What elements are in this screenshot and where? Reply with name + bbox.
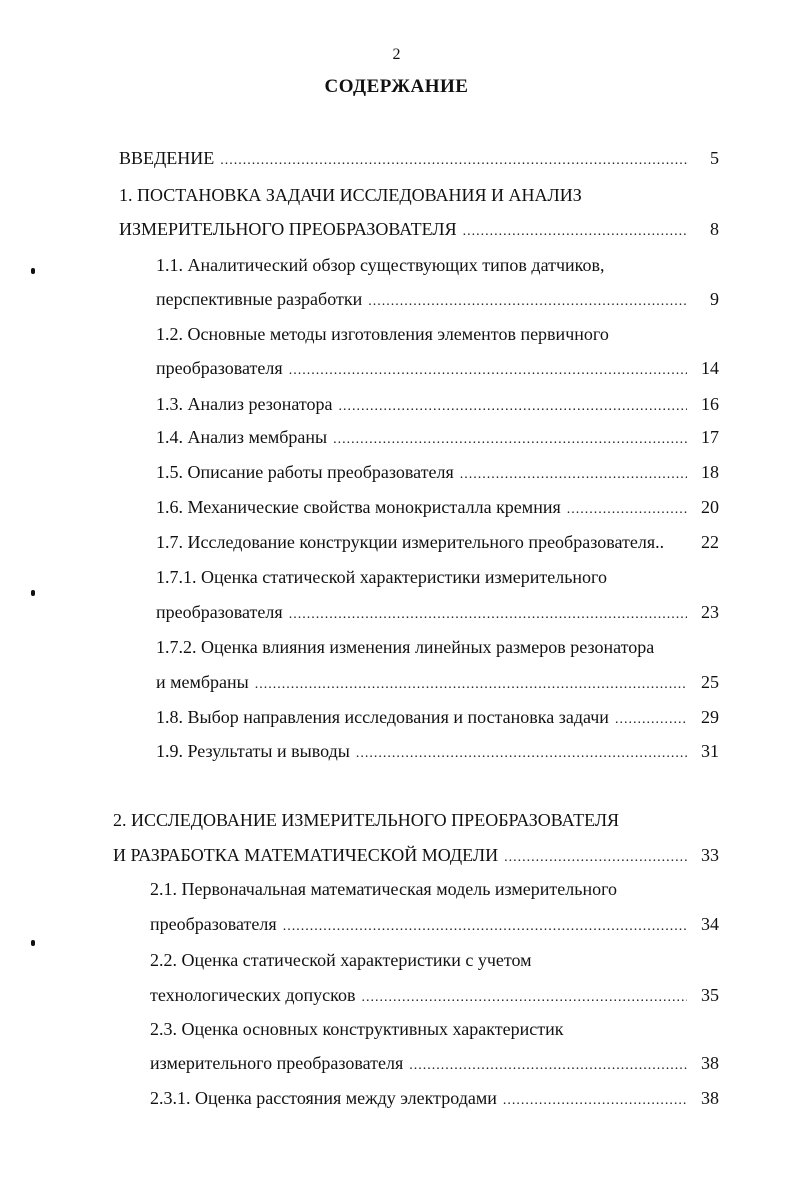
toc-entry-1-6 (156, 495, 719, 519)
toc-entry-title: 1.7. Исследование конструкции измерительного преобразователя.. (156, 532, 665, 552)
toc-entry-2-2 (150, 983, 719, 1007)
toc-entry-page: 38 (701, 1088, 719, 1108)
toc-entry-title: ВВЕДЕНИЕ (119, 148, 215, 168)
scan-mark (31, 940, 35, 946)
toc-entry-page: 31 (701, 741, 719, 761)
toc-entry-title: преобразователя (156, 358, 283, 378)
toc-entry-page: 8 (710, 219, 719, 239)
toc-entry-page: 16 (701, 394, 719, 414)
toc-entry-page: 33 (701, 845, 719, 865)
toc-entry-page: 9 (710, 289, 719, 309)
toc-entry-title: перспективные разработки (156, 289, 363, 309)
toc-entry-title: технологических допусков (150, 985, 356, 1005)
toc-entry-title: преобразователя (150, 914, 277, 934)
toc-entry-title: измерительного преобразователя (150, 1053, 404, 1073)
toc-entry-2-3-1 (150, 1086, 719, 1110)
scan-mark (31, 268, 35, 274)
toc-entry-introduction (119, 146, 719, 170)
toc-entry-title: 1.5. Описание работы преобразователя (156, 462, 454, 482)
scan-mark (31, 590, 35, 596)
toc-entry-2-3 (150, 1051, 719, 1075)
toc-entry-page: 5 (710, 148, 719, 168)
toc-entry-2-3-line1: 2.3. Оценка основных конструктивных характеристик (150, 1019, 564, 1039)
toc-entry-title: 1.4. Анализ мембраны (156, 427, 328, 447)
toc-entry-page: 38 (701, 1053, 719, 1073)
toc-entry-chapter-2 (113, 843, 719, 867)
toc-entry-chapter-2-line1: 2. ИССЛЕДОВАНИЕ ИЗМЕРИТЕЛЬНОГО ПРЕОБРАЗОВАТЕЛЯ (113, 810, 620, 830)
toc-entry-page: 18 (701, 462, 719, 482)
toc-entry-1-7-2-line1: 1.7.2. Оценка влияния изменения линейных размеров резонатора (156, 637, 655, 657)
toc-entry-1-7-1-line1: 1.7.1. Оценка статической характеристики измерительного (156, 567, 607, 587)
toc-entry-1-9 (156, 739, 719, 763)
toc-entry-title: преобразователя (156, 602, 283, 622)
toc-entry-page: 17 (701, 427, 719, 447)
toc-entry-1-4 (156, 425, 719, 449)
toc-entry-title: и мембраны (156, 672, 249, 692)
toc-entry-title: 1.9. Результаты и выводы (156, 741, 350, 761)
page-title: СОДЕРЖАНИЕ (324, 76, 469, 97)
toc-entry-1-3 (156, 392, 719, 416)
toc-entry-1-7 (156, 530, 719, 554)
toc-entry-page: 14 (701, 358, 719, 378)
toc-entry-page: 23 (701, 602, 719, 622)
toc-entry-2-2-line1: 2.2. Оценка статической характеристики с учетом (150, 950, 532, 970)
toc-entry-page: 25 (701, 672, 719, 692)
toc-entry-title: 1.8. Выбор направления исследования и постановка задачи (156, 707, 609, 727)
toc-entry-1-7-1 (156, 600, 719, 624)
toc-entry-1-2 (156, 356, 719, 380)
toc-entry-page: 22 (701, 532, 719, 552)
toc-entry-1-8 (156, 705, 719, 729)
toc-entry-title: И РАЗРАБОТКА МАТЕМАТИЧЕСКОЙ МОДЕЛИ (113, 845, 499, 865)
page-number: 2 (392, 46, 401, 63)
toc-entry-title: 1.3. Анализ резонатора (156, 394, 333, 414)
toc-entry-chapter-1 (119, 217, 719, 241)
toc-entry-1-1-line1: 1.1. Аналитический обзор существующих типов датчиков, (156, 255, 605, 275)
toc-entry-1-7-2 (156, 670, 719, 694)
toc-entry-page: 35 (701, 985, 719, 1005)
toc-entry-chapter-1-line1: 1. ПОСТАНОВКА ЗАДАЧИ ИССЛЕДОВАНИЯ И АНАЛИЗ (119, 185, 582, 205)
toc-entry-1-5 (156, 460, 719, 484)
toc-entry-1-1 (156, 287, 719, 311)
toc-entry-title: 2.3.1. Оценка расстояния между электродами (150, 1088, 497, 1108)
toc-entry-2-1-line1: 2.1. Первоначальная математическая модель измерительного (150, 879, 618, 899)
toc-entry-page: 29 (701, 707, 719, 727)
toc-entry-1-2-line1: 1.2. Основные методы изготовления элементов первичного (156, 324, 609, 344)
toc-entry-title: ИЗМЕРИТЕЛЬНОГО ПРЕОБРАЗОВАТЕЛЯ (119, 219, 457, 239)
toc-entry-title: 1.6. Механические свойства монокристалла кремния (156, 497, 561, 517)
toc-entry-page: 34 (701, 914, 719, 934)
toc-entry-page: 20 (701, 497, 719, 517)
toc-entry-2-1 (150, 912, 719, 936)
